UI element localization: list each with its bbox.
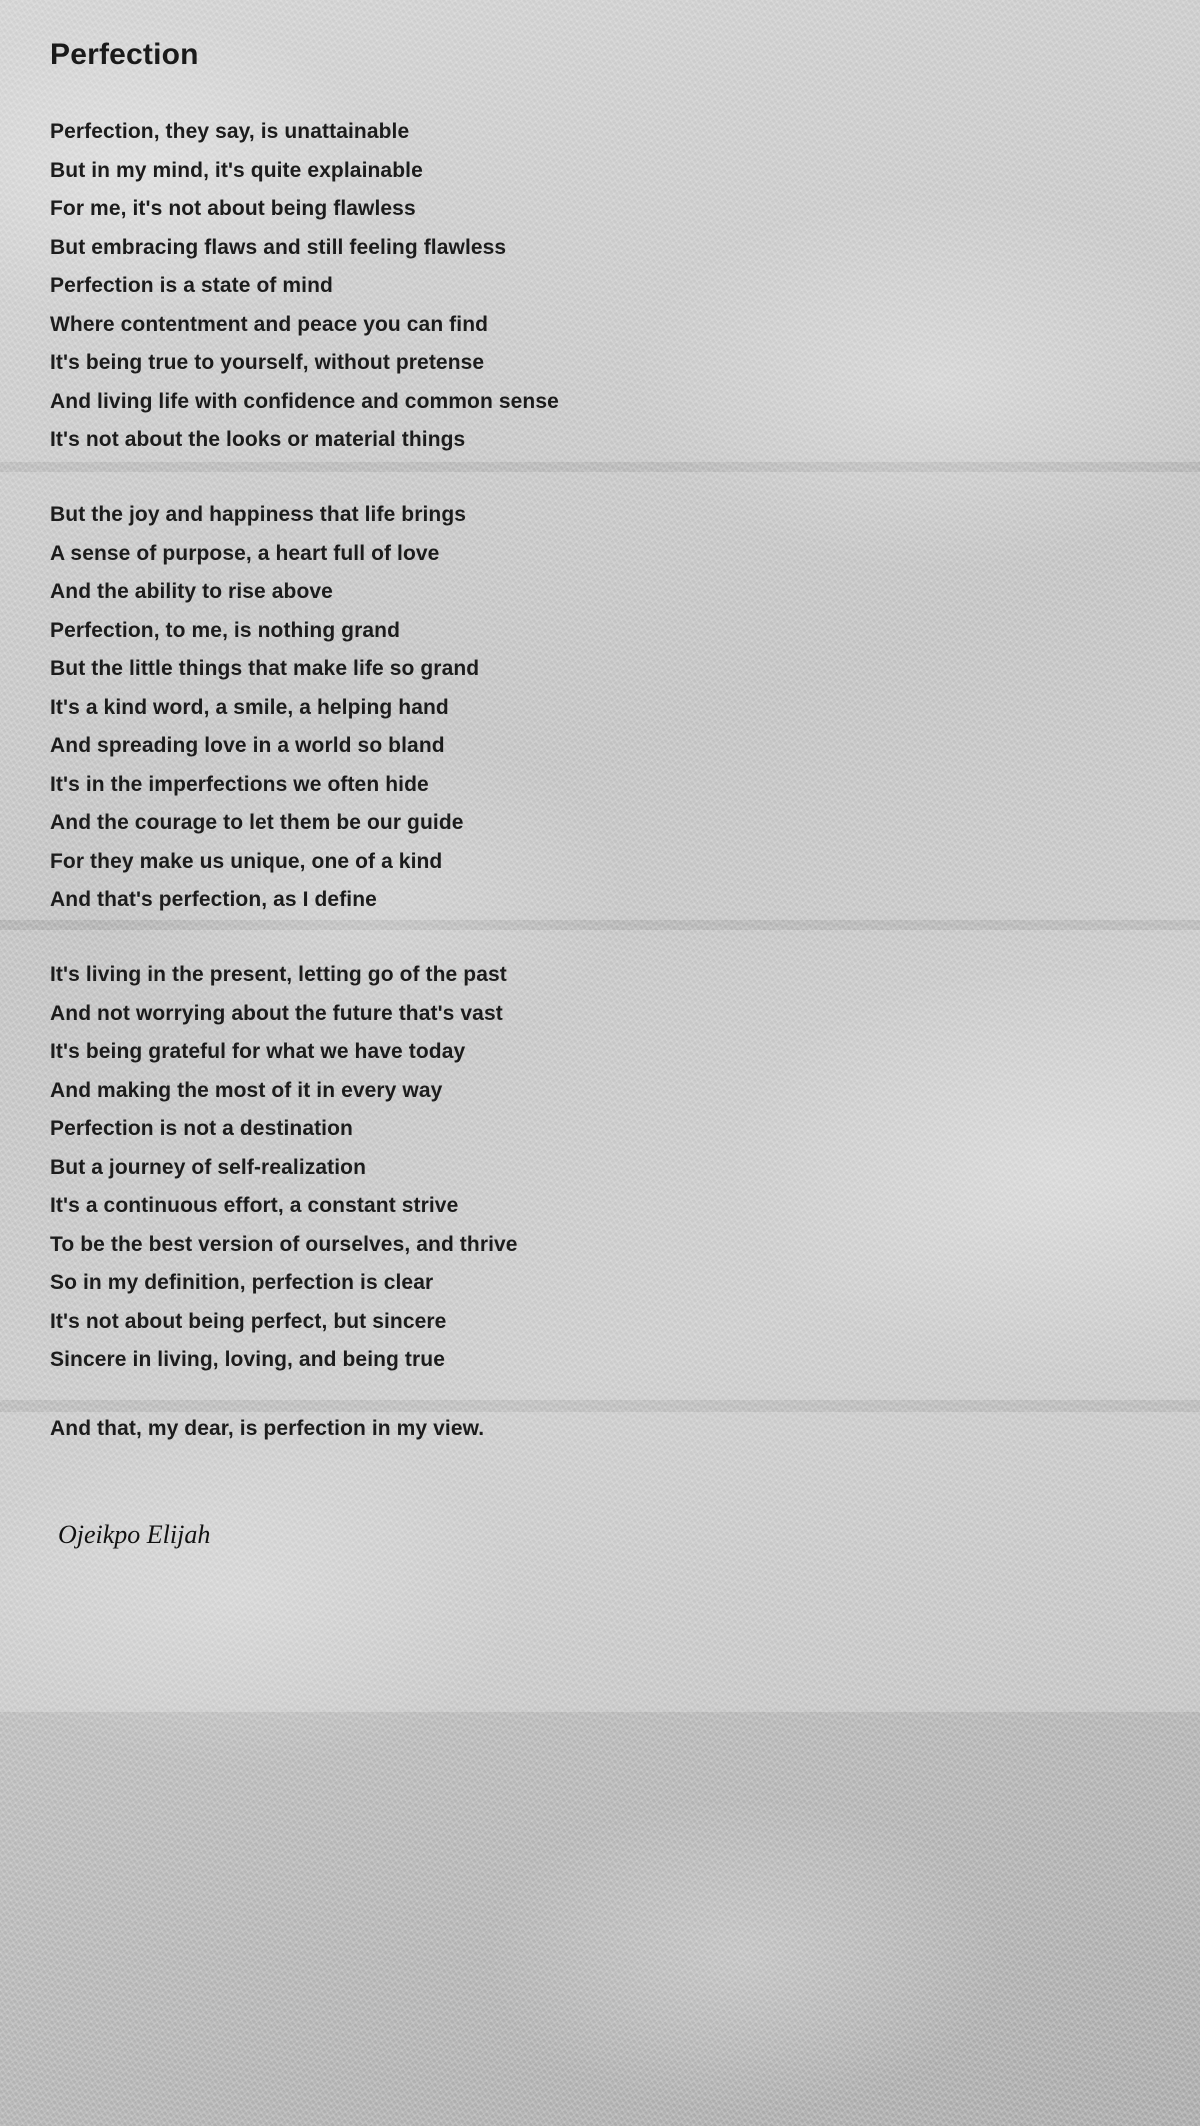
poem-line: To be the best version of ourselves, and thrive [50,1232,518,1256]
poem-line: It's a continuous effort, a constant strive [50,1194,459,1217]
poem-line: It's not about being perfect, but sincere [50,1309,447,1333]
poem-line: And the courage to let them be our guide [50,811,464,834]
stanza-3 [50,956,1150,1380]
poem-line: For they make us unique, one of a kind [50,849,443,873]
poem-line: It's a kind word, a smile, a helping hand [50,695,449,719]
poem-line: It's being true to yourself, without pretense [50,351,485,374]
stanza-2 [50,496,1150,920]
poem-line: So in my definition, perfection is clear [50,1271,434,1294]
poem-line: And that's perfection, as I define [50,888,377,911]
stanza-1 [50,113,1150,460]
poem-line: But embracing flaws and still feeling flawless [50,235,507,259]
poem-line: Perfection, to me, is nothing grand [50,618,401,642]
poem-line: Perfection is not a destination [50,1117,353,1140]
poem-line: It's in the imperfections we often hide [50,772,429,796]
poem-line: But the little things that make life so grand [50,657,480,680]
poem-line: But the joy and happiness that life brings [50,503,467,526]
poem-line: It's not about the looks or material things [50,428,466,451]
stanza-4 [50,1410,1150,1449]
poem-line: And the ability to rise above [50,580,333,603]
poem-line: For me, it's not about being flawless [50,197,416,220]
poem-line: But in my mind, it's quite explainable [50,158,423,182]
texture-band-4 [0,1412,1200,1712]
poem-line: And living life with confidence and common sense [50,389,559,413]
poem-line: And spreading love in a world so bland [50,734,445,757]
poem-line: Perfection, they say, is unattainable [50,120,410,143]
page-title: Perfection [50,38,199,71]
poem-line: Where contentment and peace you can find [50,312,489,336]
poem-line: It's living in the present, letting go of the past [50,963,507,986]
poem-line: And that, my dear, is perfection in my view. [50,1417,485,1440]
poem-line: And making the most of it in every way [50,1078,443,1102]
poem-line: And not worrying about the future that's vast [50,1001,503,1025]
poem-line: It's being grateful for what we have today [50,1040,466,1063]
poem-line: A sense of purpose, a heart full of love [50,541,440,565]
author-signature: Ojeikpo Elijah [58,1520,211,1549]
poem-line: Sincere in living, loving, and being true [50,1348,445,1371]
poem-line: But a journey of self-realization [50,1155,367,1179]
poem-line: Perfection is a state of mind [50,274,333,297]
